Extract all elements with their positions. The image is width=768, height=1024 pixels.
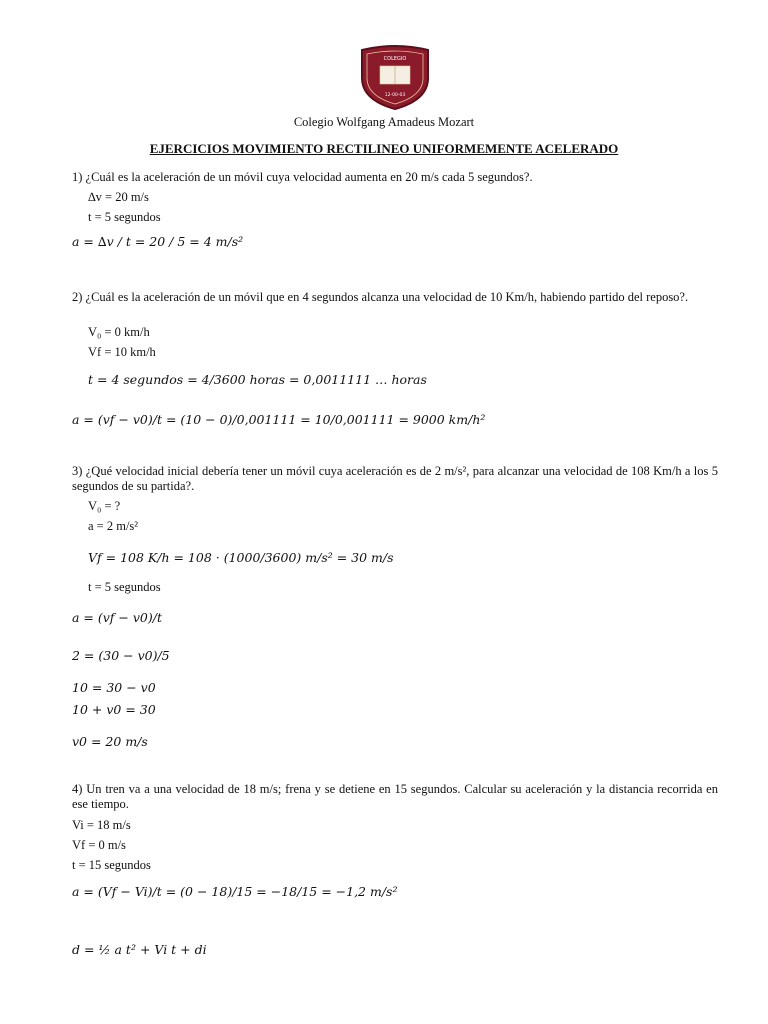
school-name: Colegio Wolfgang Amadeus Mozart: [293, 115, 475, 129]
ex4-formula2: d = ½ a t² + Vi t + di: [72, 942, 207, 957]
ex4-formula1: a = (Vf − Vi)/t = (0 − 18)/15 = −18/15 = −1,2 m/s²: [72, 884, 398, 899]
ex3-line2: a = 2 m/s²: [88, 519, 139, 533]
ex3-step1: a = (vf − v0)/t: [72, 610, 162, 625]
crest-top-text: COLEGIO: [383, 56, 407, 62]
crest-bottom-text: 12-00-03: [384, 93, 406, 98]
ex3-step2: 2 = (30 − v0)/5: [72, 648, 170, 663]
ex2-formula: a = (vf − v0)/t = (10 − 0)/0,001111 = 10/0,001111 = 9000 km/h²: [72, 412, 486, 427]
ex2-question: 2) ¿Cuál es la aceleración de un móvil que en 4 segundos alcanza una velocidad de 10 Km/h, habiendo partido del reposo?.: [72, 290, 689, 304]
ex1-line1: ∆v = 20 m/s: [88, 190, 149, 204]
page-title: EJERCICIOS MOVIMIENTO RECTILINEO UNIFORMEMENTE ACELERADO: [149, 141, 619, 156]
school-crest-logo: [358, 44, 432, 110]
ex4-line1: Vi = 18 m/s: [72, 818, 131, 832]
ex3-step4: 10 + v0 = 30: [72, 702, 156, 717]
ex1-line2: t = 5 segundos: [88, 210, 161, 224]
ex3-line4: t = 5 segundos: [88, 580, 161, 594]
ex4-line3: t = 15 segundos: [72, 858, 151, 872]
ex4-question: 4) Un tren va a una velocidad de 18 m/s; frena y se detiene en 15 segundos. Calcular su aceleración y la distancia recorrida en ese tiempo.: [72, 782, 718, 811]
ex3-line3: Vf = 108 K/h = 108 · (1000/3600) m/s² = 30 m/s: [88, 550, 394, 565]
ex1-question: 1) ¿Cuál es la aceleración de un móvil cuya velocidad aumenta en 20 m/s cada 5 segundos?.: [72, 170, 533, 184]
ex2-line3: t = 4 segundos = 4/3600 horas = 0,0011111 … horas: [88, 372, 427, 387]
ex2-line2: Vf = 10 km/h: [88, 345, 156, 359]
ex3-step5: v0 = 20 m/s: [72, 734, 148, 749]
ex3-step3: 10 = 30 − v0: [72, 680, 156, 695]
ex3-line1: V₀ = ?: [88, 499, 121, 513]
ex2-line1: V₀ = 0 km/h: [88, 325, 150, 339]
ex1-formula: a = ∆v / t = 20 / 5 = 4 m/s²: [72, 234, 244, 249]
ex4-line2: Vf = 0 m/s: [72, 838, 126, 852]
ex3-question: 3) ¿Qué velocidad inicial debería tener un móvil cuya aceleración es de 2 m/s², para alcanzar una velocidad de 108 Km/h a los 5 segundos de su partida?.: [72, 464, 718, 493]
